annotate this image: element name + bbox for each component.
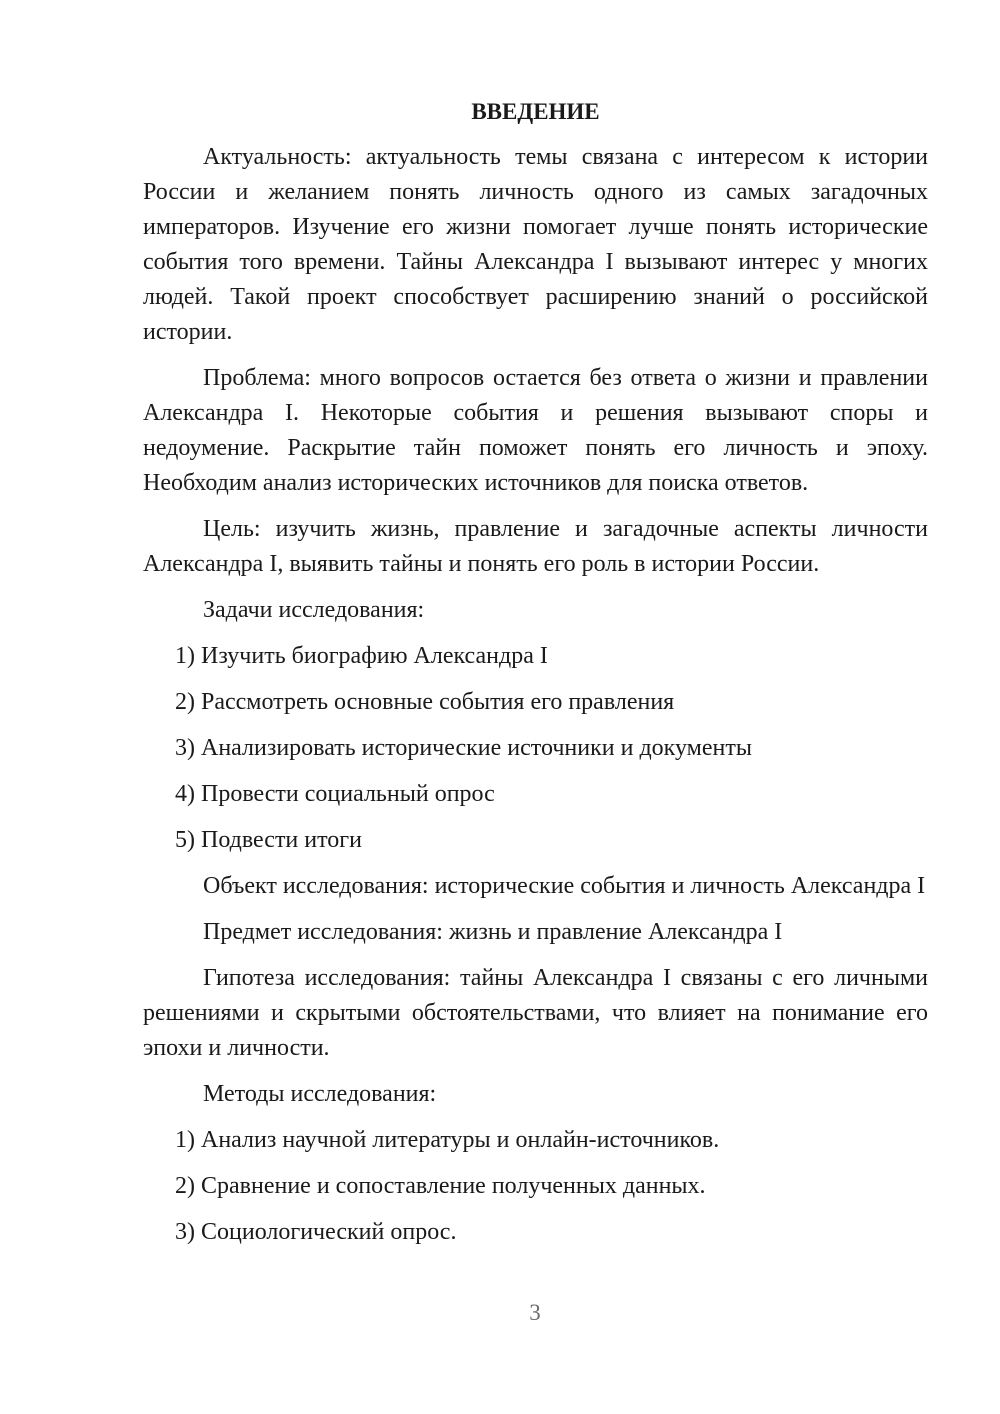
section-heading: ВВЕДЕНИЕ: [471, 99, 600, 124]
method-item: 2) Сравнение и сопоставление полученных данных.: [175, 1173, 706, 1199]
problem-paragraph: Проблема: много вопросов остается без ответа о жизни и правлении Александра I. Некоторые события и решения вызывают споры и недоумение. Раскрытие тайн поможет понять его личность и эпоху. Необходим анализ исторических источников для поиска ответов.: [143, 365, 928, 496]
task-item: 1) Изучить биографию Александра I: [175, 643, 548, 669]
task-item: 2) Рассмотреть основные события его правления: [175, 689, 675, 715]
methods-title: Методы исследования:: [203, 1081, 437, 1107]
page-number: 3: [529, 1300, 541, 1325]
goal-paragraph: Цель: изучить жизнь, правление и загадочные аспекты личности Александра I, выявить тайны и понять его роль в истории России.: [143, 516, 928, 577]
method-item: 3) Социологический опрос.: [175, 1219, 457, 1245]
task-item: 5) Подвести итоги: [175, 827, 362, 853]
method-item: 1) Анализ научной литературы и онлайн-источников.: [175, 1127, 720, 1153]
page-content: [143, 94, 928, 1261]
hypothesis-paragraph: Гипотеза исследования: тайны Александра I связаны с его личными решениями и скрытыми обстоятельствами, что влияет на понимание его эпохи и личности.: [143, 965, 928, 1061]
task-item: 4) Провести социальный опрос: [175, 781, 495, 807]
task-item: 3) Анализировать исторические источники и документы: [175, 735, 752, 761]
object-paragraph: Объект исследования: исторические события и личность Александра I: [203, 873, 926, 899]
subject-paragraph: Предмет исследования: жизнь и правление Александра I: [203, 919, 783, 945]
tasks-title: Задачи исследования:: [203, 597, 425, 623]
relevance-paragraph: Актуальность: актуальность темы связана с интересом к истории России и желанием понять личность одного из самых загадочных императоров. Изучение его жизни помогает лучше понять исторические события того времени. Тайны Александра I вызывают интерес у многих людей. Такой проект способствует расширению знаний о российской истории.: [143, 144, 928, 345]
